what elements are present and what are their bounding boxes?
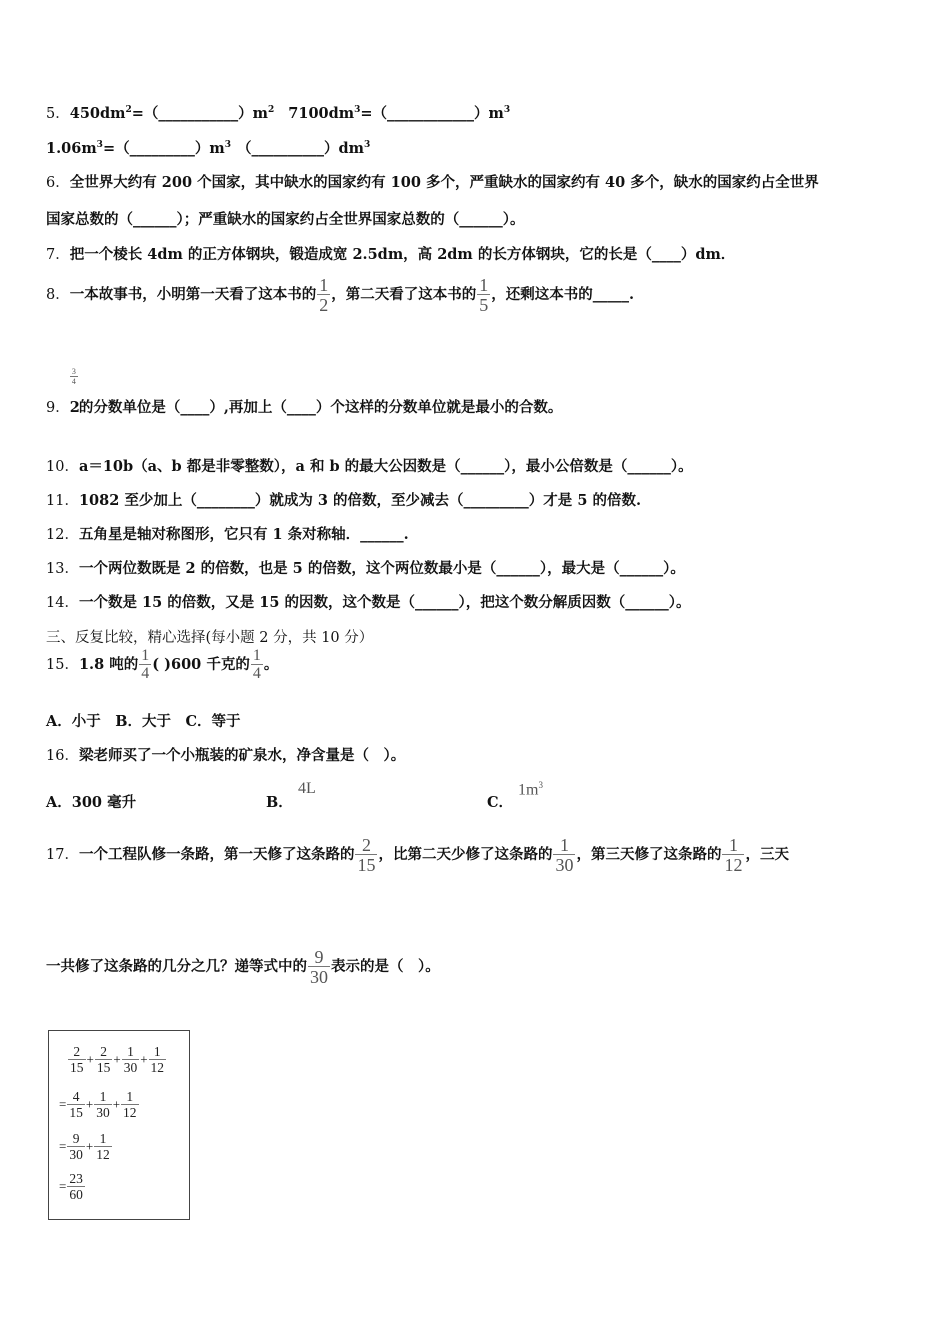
calc-row-2: = $\frac{4}{15}$ + $\frac{1}{30}$ + $\frac{1}{12}$ — [59, 1089, 137, 1120]
q17-fraction-1: $\frac{2}{15}$ — [357, 835, 376, 875]
q16-option-c-value: $1m^3$ — [518, 780, 543, 799]
calc-row-4: = $\frac{23}{60}$ — [59, 1171, 83, 1202]
q17-line1: 17．一个工程队修一条路，第一天修了这条路的 $\frac{2}{15}$ ，比第二天少修了这条路的 $\frac{1}{30}$ ，第三天修了这条路的 $\frac{1}{12}$ ，三天 — [46, 835, 789, 875]
q17-fraction-3: $\frac{1}{12}$ — [724, 835, 743, 875]
q7: 7．把一个棱长 4dm 的正方体钢块，锻造成宽 2.5dm，高 2dm 的长方体钢块，它的长是（____）dm． — [46, 246, 736, 263]
q5-line1: 5．$450dm^2=(\_\_\_\_\_\_\_\_\_\_\_)m^2$ $7100dm^3=(\_\_\_\_\_\_\_\_\_\_\_\_)m^3$ — [46, 105, 511, 122]
step-calculation-box — [48, 1030, 190, 1220]
q17-line2: 一共修了这条路的几分之几？递等式中的 $\frac{9}{30}$ 表示的是（ ）。 — [46, 947, 440, 987]
q13: 13．一个两位数既是 2 的倍数，也是 5 的倍数，这个两位数最小是（______），最大是（______）。 — [46, 560, 685, 577]
q15-fraction-2: $\frac{1}{4}$ — [252, 647, 261, 682]
q9-whole: 2 — [69, 399, 80, 416]
q6-line1: 6．全世界大约有 200 个国家，其中缺水的国家约有 100 多个，严重缺水的国家约有 40 多个，缺水的国家约占全世界 — [46, 174, 819, 191]
q11: 11．1082 至少加上（________）就成为 3 的倍数，至少减去（_________）才是 5 的倍数. — [46, 492, 642, 509]
q9: 9．2 $\frac{3}{4}$ 的分数单位是（____）,再加上（____）个这样的分数单位就是最小的合数。 — [46, 367, 563, 416]
q14: 14．一个数是 15 的倍数，又是 15 的因数，这个数是（______），把这个数分解质因数（______）。 — [46, 594, 691, 611]
q8-fraction-2: $\frac{1}{5}$ — [479, 275, 489, 315]
q15-options: A．小于 B．大于 C．等于 — [46, 713, 241, 730]
q16-option-b-value: 4L — [298, 780, 316, 797]
q5-number: 5． — [46, 106, 70, 122]
q6-line2: 国家总数的（______）；严重缺水的国家约占全世界国家总数的（______）。 — [46, 211, 525, 228]
q16-option-b: B． — [266, 794, 293, 811]
q12: 12．五角星是轴对称图形，它只有 1 条对称轴．______. — [46, 526, 409, 543]
calc-row-1: $\frac{2}{15}$ + $\frac{2}{15}$ + $\frac{1}{30}$ + $\frac{1}{12}$ — [70, 1044, 165, 1075]
q5-line2: $1.06m^3=(\_\_\_\_\_\_\_\_\_)m^3$ $(\_\_\_\_\_\_\_\_\_\_)dm^3$ — [46, 140, 371, 157]
q17-fraction-4: $\frac{9}{30}$ — [310, 947, 328, 987]
q16-option-c: C． — [487, 794, 514, 811]
q8: 8．一本故事书，小明第一天看了这本书的 $\frac{1}{2}$ ，第二天看了这本书的 $\frac{1}{5}$ ，还剩这本书的_____. — [46, 275, 635, 315]
q15: 15．1.8 吨的 $\frac{1}{4}$ ( )600 千克的 $\frac{1}{4}$ 。 — [46, 647, 279, 682]
calc-row-3: = $\frac{9}{30}$ + $\frac{1}{12}$ — [59, 1131, 110, 1162]
q9-fraction: $\frac{3}{4}$ — [71, 367, 76, 386]
q10: 10．a＝10b（a、b 都是非零整数），a 和 b 的最大公因数是（______），最小公倍数是（______）。 — [46, 458, 693, 475]
q15-fraction-1: $\frac{1}{4}$ — [141, 647, 150, 682]
q16-option-a: A．300 毫升 — [46, 794, 137, 811]
q16: 16．梁老师买了一个小瓶装的矿泉水，净含量是（ ）。 — [46, 747, 406, 764]
q8-fraction-1: $\frac{1}{2}$ — [319, 275, 329, 315]
section-3-title: 三、反复比较，精心选择(每小题 2 分，共 10 分） — [46, 630, 374, 646]
q17-fraction-2: $\frac{1}{30}$ — [555, 835, 574, 875]
